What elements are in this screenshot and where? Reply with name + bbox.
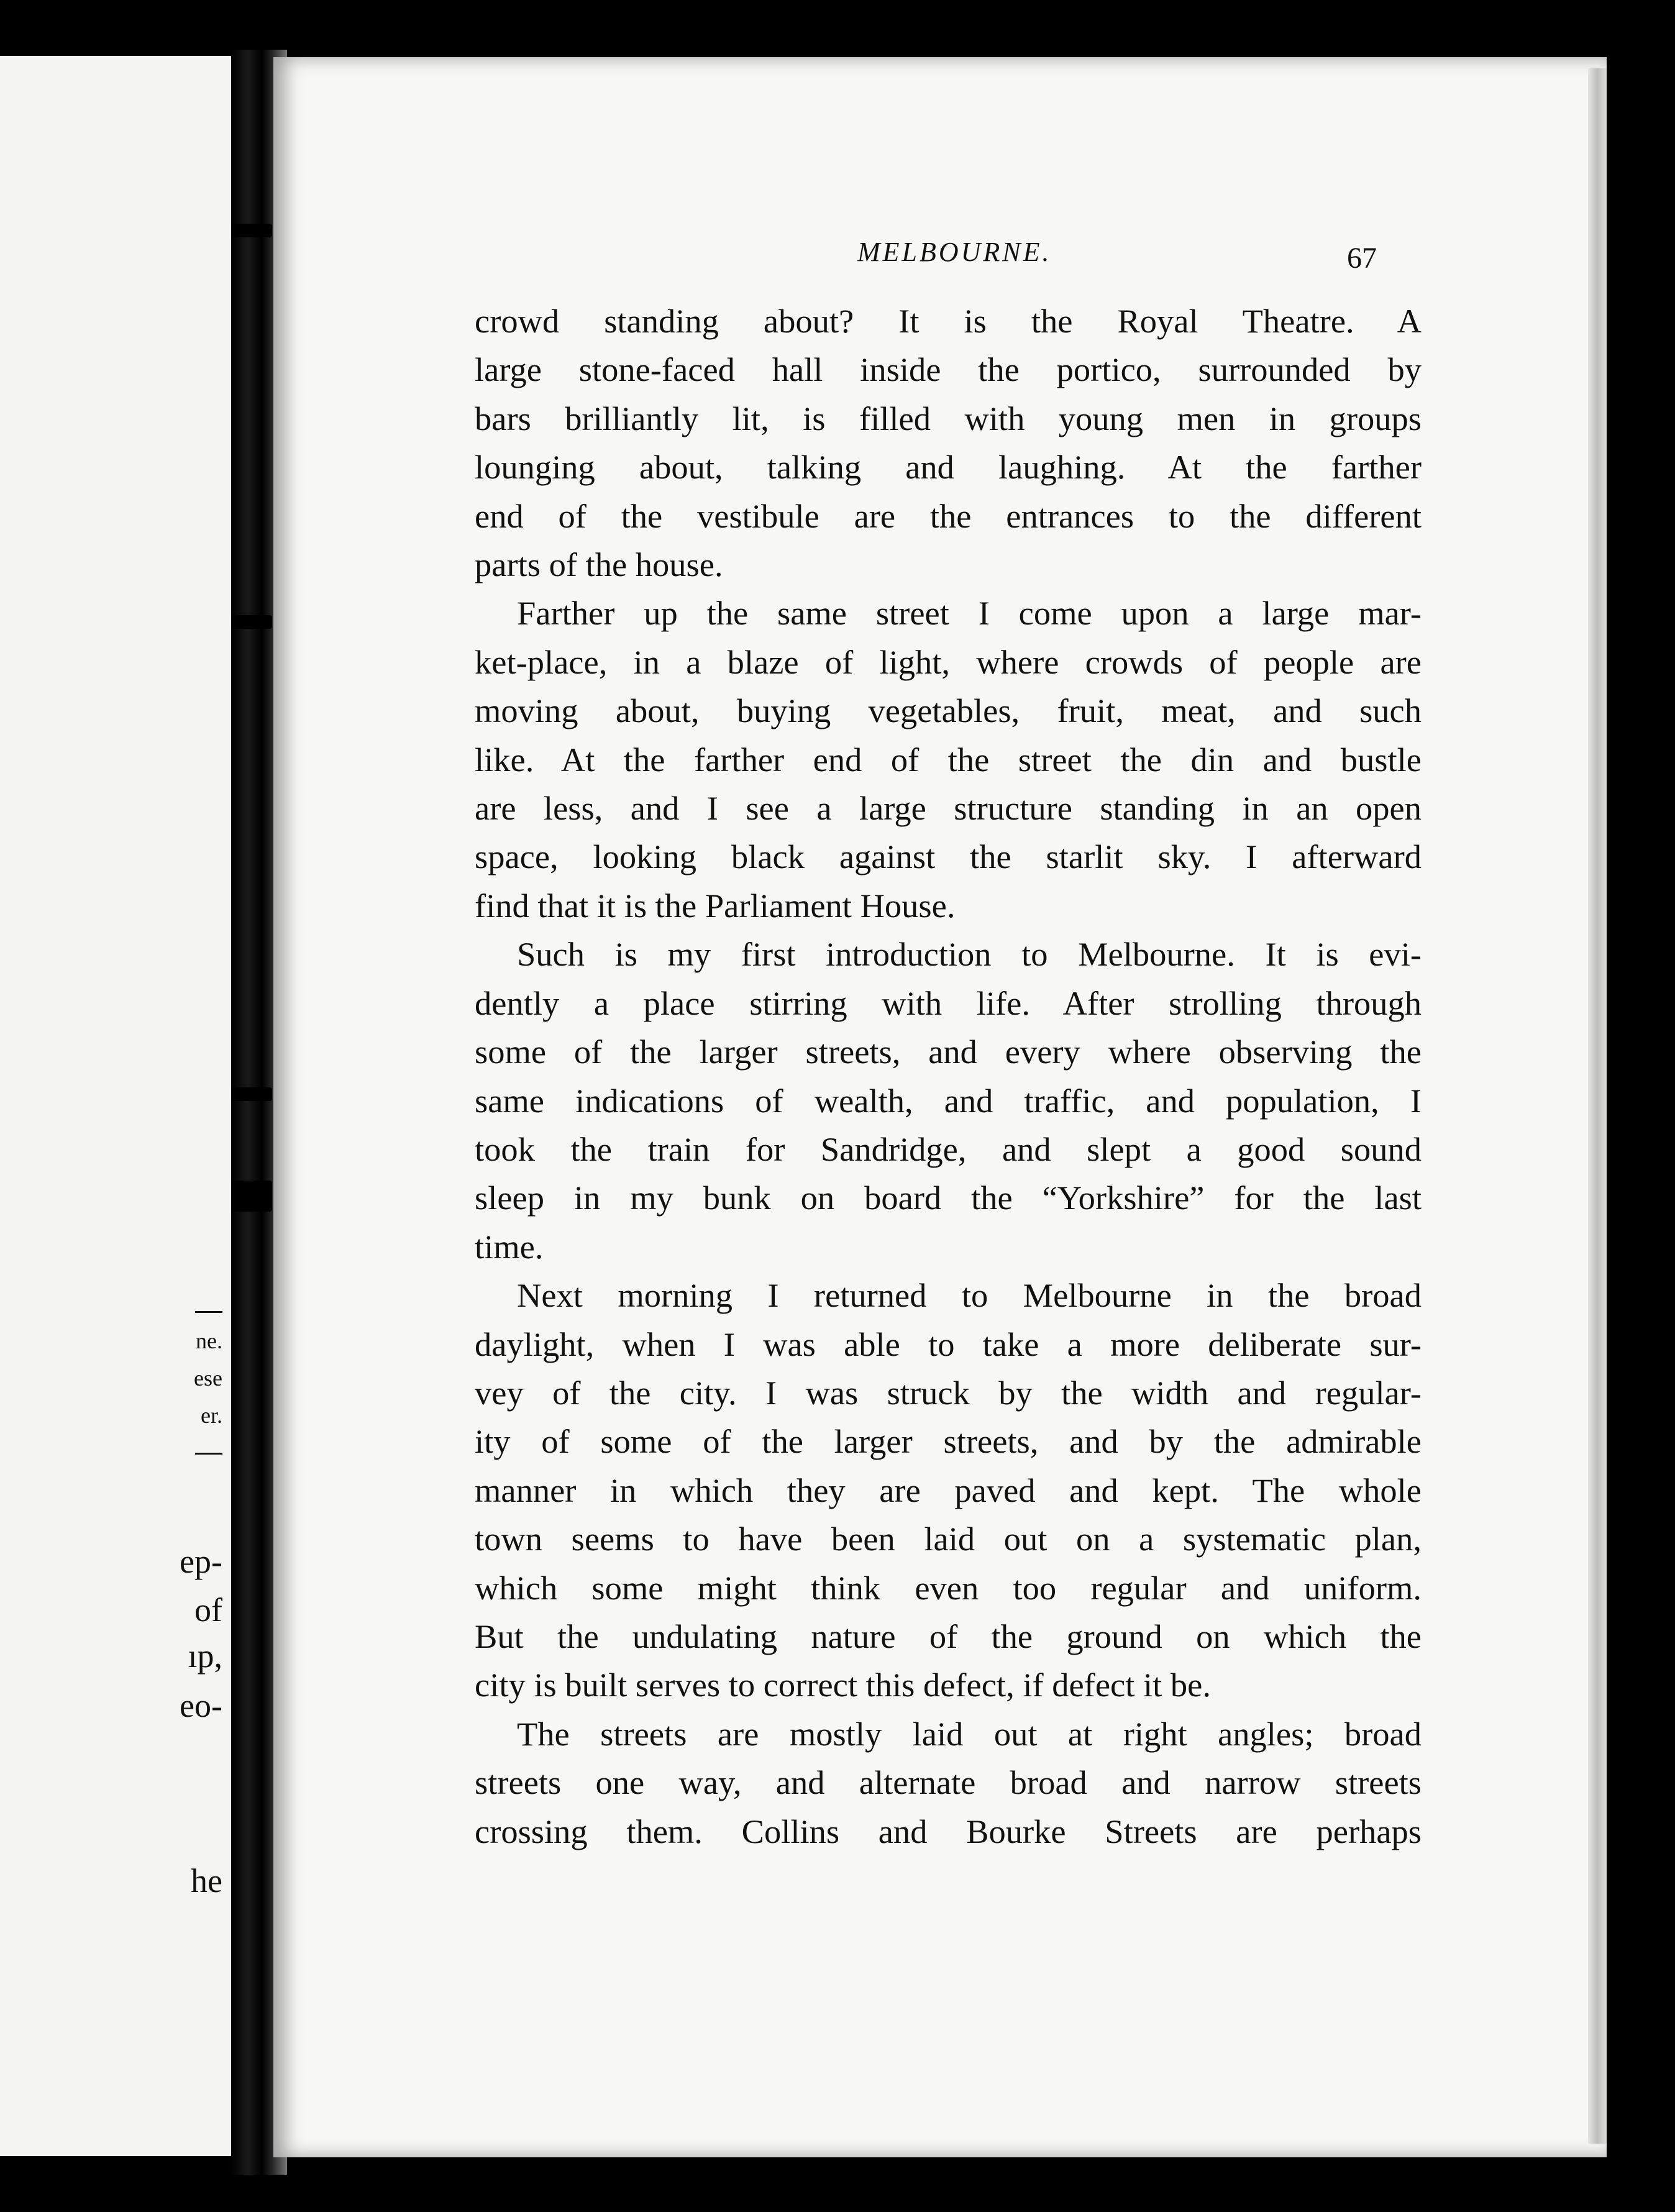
- text-line: lounging about, talking and laughing. At the farther: [475, 448, 1422, 487]
- text-line: same indications of wealth, and traffic, and population, I: [475, 1081, 1422, 1120]
- text-line: crowd standing about? It is the Royal Theatre. A: [475, 302, 1422, 340]
- previous-page-fragment: er.: [201, 1403, 222, 1428]
- previous-page-fragment: he: [191, 1862, 222, 1899]
- text-line: moving about, buying vegetables, fruit, meat, and such: [475, 692, 1422, 730]
- page-number: 67: [1347, 242, 1377, 275]
- previous-page-fragment: ep-: [180, 1543, 222, 1580]
- text-line: city is built serves to correct this defect, if defect it be.: [475, 1666, 1211, 1704]
- text-line: space, looking black against the starlit sky. I afterward: [475, 838, 1422, 876]
- text-line: crossing them. Collins and Bourke Streets are perhaps: [475, 1812, 1422, 1850]
- text-line: time.: [475, 1227, 544, 1266]
- text-line: streets one way, and alternate broad and narrow streets: [475, 1763, 1422, 1802]
- text-line: end of the vestibule are the entrances to the different: [475, 496, 1422, 535]
- binding-mark: [231, 615, 272, 629]
- page-edge: [1588, 68, 1607, 2144]
- text-line: took the train for Sandridge, and slept a good sound: [475, 1130, 1422, 1168]
- binding-mark: [231, 1087, 272, 1101]
- text-line: some of the larger streets, and every where observing the: [475, 1033, 1422, 1071]
- text-line: Farther up the same street I come upon a large mar-: [517, 594, 1422, 633]
- text-line: which some might think even too regular and uniform.: [475, 1568, 1422, 1607]
- previous-page-fragment: of: [194, 1591, 222, 1629]
- running-head: MELBOURNE.: [857, 237, 1052, 267]
- text-line: ity of some of the larger streets, and by the admirable: [475, 1422, 1422, 1461]
- text-line: like. At the farther end of the street the din and bustle: [475, 740, 1422, 779]
- text-line: town seems to have been laid out on a systematic plan,: [475, 1520, 1422, 1558]
- text-line: bars brilliantly lit, is filled with young men in groups: [475, 399, 1422, 437]
- body-text: [475, 297, 1422, 1856]
- text-line: manner in which they are paved and kept. The whole: [475, 1471, 1422, 1509]
- previous-page-fragment: eo-: [180, 1687, 222, 1724]
- text-line: But the undulating nature of the ground on which the: [475, 1617, 1422, 1655]
- text-line: dently a place stirring with life. After strolling through: [475, 984, 1422, 1022]
- text-line: Next morning I returned to Melbourne in the broad: [517, 1276, 1422, 1315]
- paragraph: [475, 589, 1422, 930]
- text-line: sleep in my bunk on board the “Yorkshire” for the last: [475, 1179, 1422, 1217]
- footnote-rule: [195, 1311, 222, 1313]
- paragraph: [475, 1271, 1422, 1710]
- footnote-rule: [195, 1453, 222, 1455]
- text-line: find that it is the Parliament House.: [475, 886, 956, 925]
- paragraph: [475, 1710, 1422, 1856]
- text-line: vey of the city. I was struck by the width and regular-: [475, 1373, 1422, 1412]
- previous-page-fragment: ıp,: [188, 1637, 222, 1675]
- text-line: ket-place, in a blaze of light, where crowds of people are: [475, 642, 1422, 681]
- text-line: The streets are mostly laid out at right angles; broad: [517, 1714, 1422, 1753]
- text-line: Such is my first introduction to Melbourne. It is evi-: [517, 935, 1422, 974]
- text-line: parts of the house.: [475, 546, 723, 584]
- text-line: daylight, when I was able to take a more deliberate sur-: [475, 1325, 1422, 1363]
- binding-mark: [231, 224, 272, 237]
- previous-page-fragment: ese: [194, 1366, 222, 1391]
- text-line: large stone-faced hall inside the portico, surrounded by: [475, 350, 1422, 389]
- text-line: are less, and I see a large structure standing in an open: [475, 789, 1422, 828]
- binding-mark: [231, 1181, 272, 1212]
- previous-page-edge: [0, 56, 231, 2156]
- paragraph: [475, 930, 1422, 1271]
- previous-page-fragment: ne.: [196, 1328, 222, 1353]
- paragraph: [475, 297, 1422, 589]
